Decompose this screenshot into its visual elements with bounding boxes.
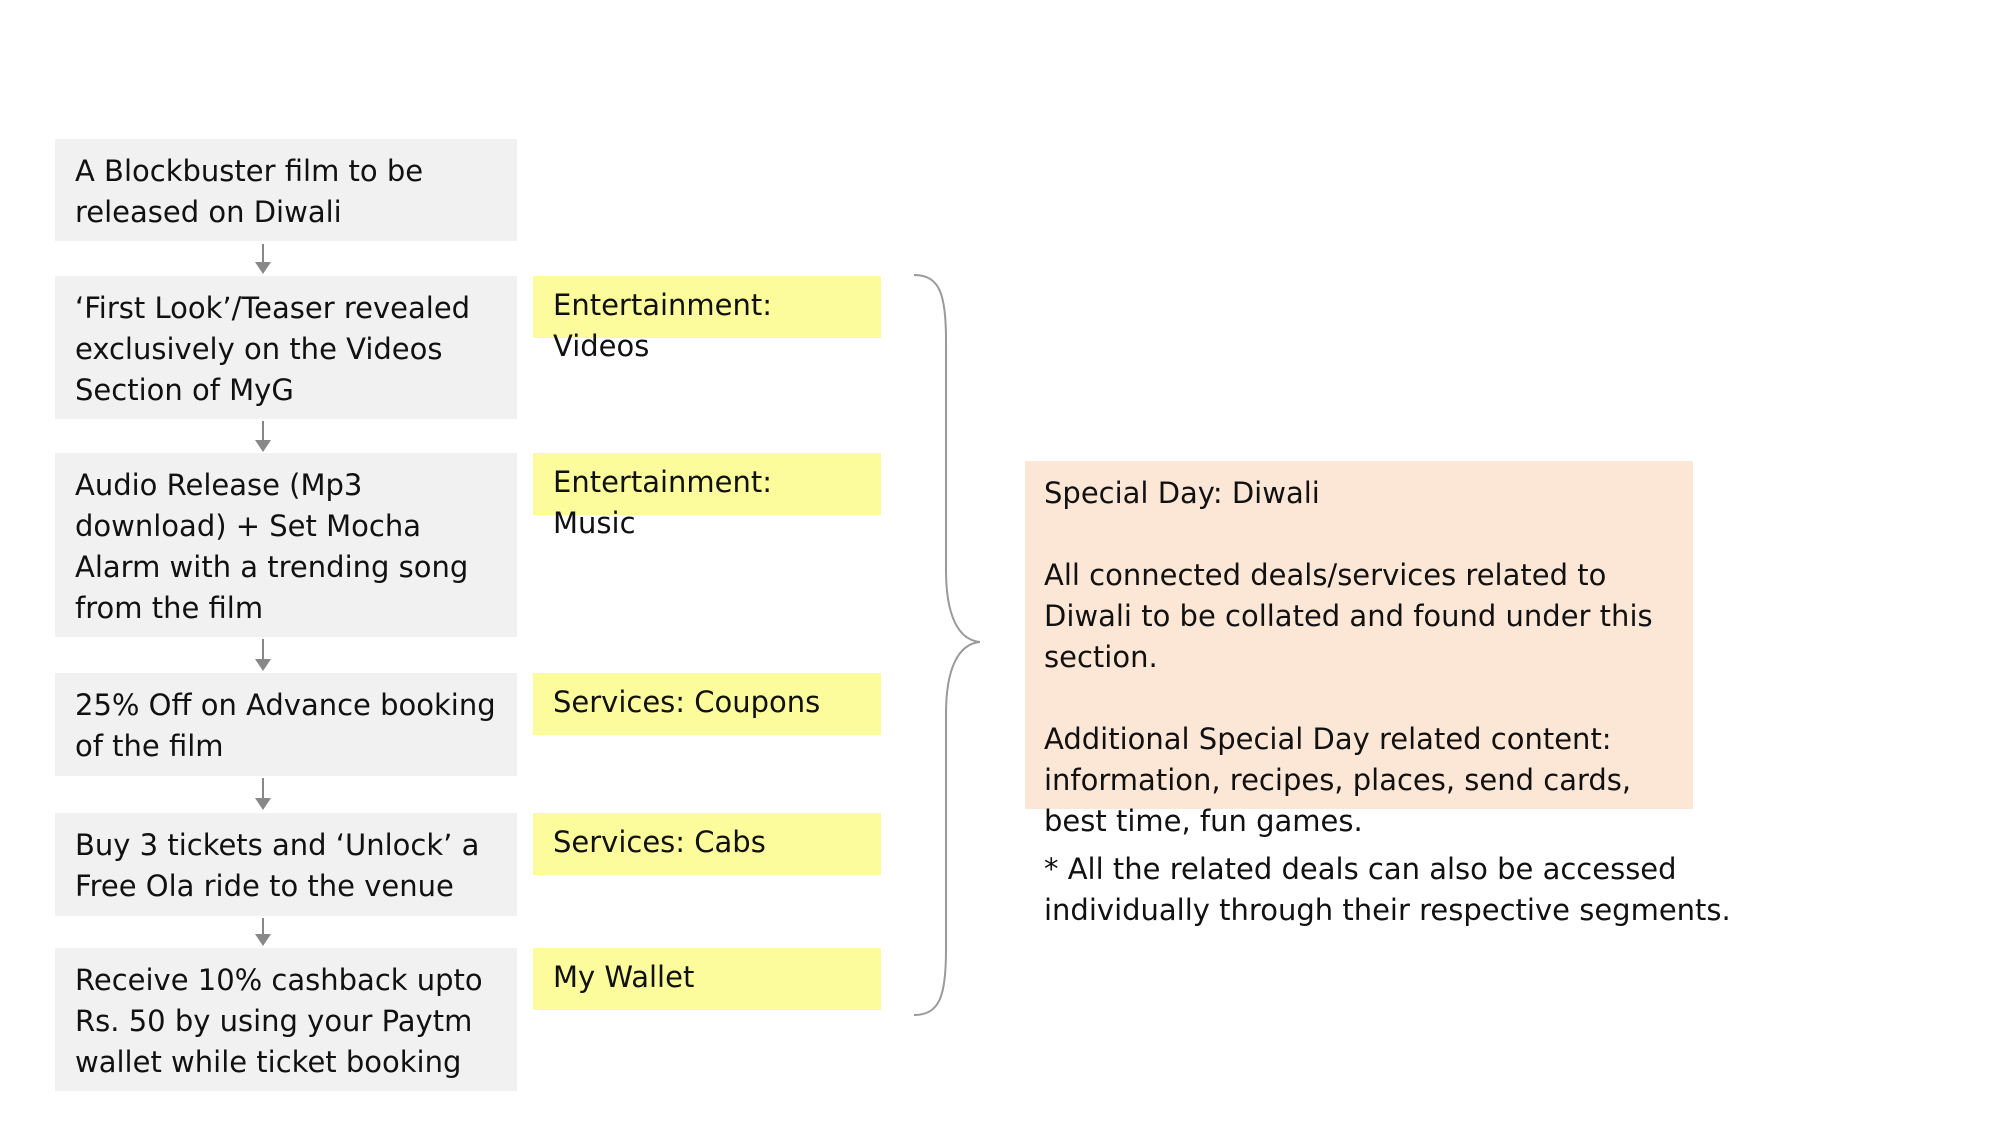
section-tag-entertainment-videos bbox=[533, 276, 881, 363]
section-tag-label: My Wallet bbox=[553, 960, 695, 994]
section-tag-services-cabs bbox=[533, 813, 881, 875]
flow-step-text: Audio Release (Mp3 download) + Set Mocha Alarm with a trending song from the film bbox=[75, 468, 469, 625]
special-day-info-box bbox=[1025, 461, 1693, 838]
flow-step-paytm-cashback bbox=[55, 948, 517, 1091]
special-day-additional: Additional Special Day related content: information, recipes, places, send cards, best time, fun games. bbox=[1044, 722, 1632, 838]
down-arrow-icon bbox=[255, 778, 271, 810]
section-tag-label: Entertainment: Videos bbox=[553, 288, 773, 363]
down-arrow-icon bbox=[255, 918, 271, 946]
footnote-text: * All the related deals can also be accessed individually through their respective segments. bbox=[1044, 852, 1731, 927]
special-day-body: All connected deals/services related to Diwali to be collated and found under this section. bbox=[1044, 558, 1653, 674]
section-tag-entertainment-music bbox=[533, 453, 881, 540]
flow-step-text: A Blockbuster film to be released on Diwali bbox=[75, 154, 424, 229]
curly-brace-icon bbox=[900, 270, 980, 1020]
section-tag-label: Entertainment: Music bbox=[553, 465, 773, 540]
flow-step-text: 25% Off on Advance booking of the film bbox=[75, 688, 496, 763]
flow-step-unlock-ola bbox=[55, 813, 517, 916]
flow-step-first-look bbox=[55, 276, 517, 419]
down-arrow-icon bbox=[255, 244, 271, 274]
flow-step-text: Receive 10% cashback upto Rs. 50 by using your Paytm wallet while ticket booking bbox=[75, 963, 483, 1079]
flow-step-audio-release bbox=[55, 453, 517, 637]
flow-step-text: ‘First Look’/Teaser revealed exclusively on the Videos Section of MyG bbox=[75, 291, 471, 407]
flow-step-film-release bbox=[55, 139, 517, 241]
section-tag-my-wallet bbox=[533, 948, 881, 1010]
down-arrow-icon bbox=[255, 639, 271, 671]
section-tag-services-coupons bbox=[533, 673, 881, 735]
special-day-title: Special Day: Diwali bbox=[1044, 476, 1320, 510]
section-tag-label: Services: Cabs bbox=[553, 825, 766, 859]
flow-step-text: Buy 3 tickets and ‘Unlock’ a Free Ola ride to the venue bbox=[75, 828, 480, 903]
section-tag-label: Services: Coupons bbox=[553, 685, 821, 719]
down-arrow-icon bbox=[255, 421, 271, 452]
flow-step-advance-booking bbox=[55, 673, 517, 776]
